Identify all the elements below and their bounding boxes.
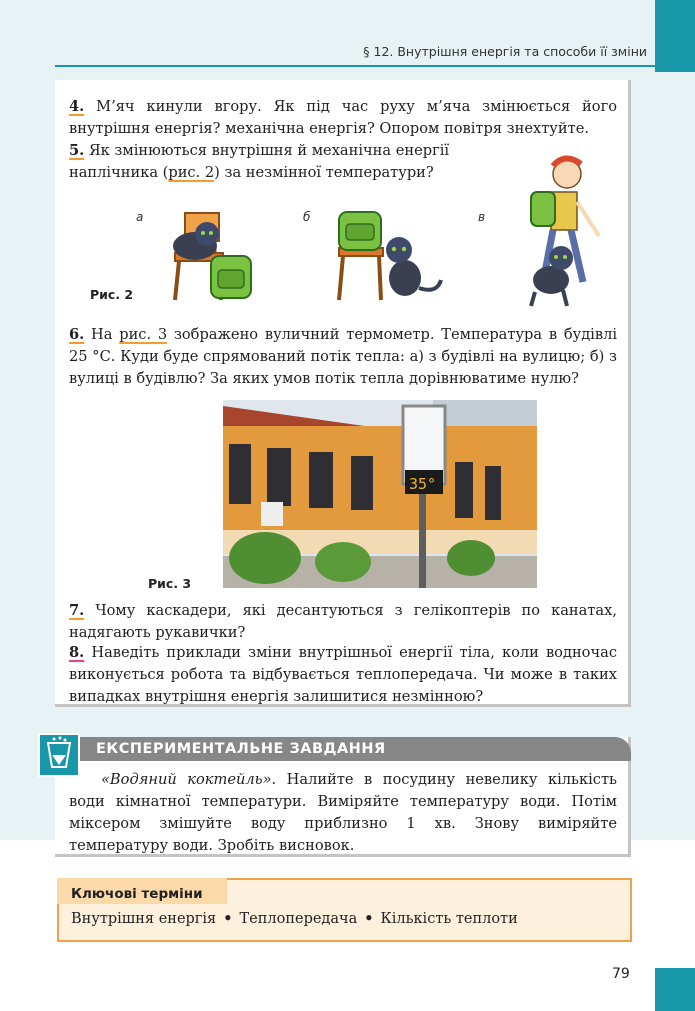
figure2b-illustration	[333, 208, 448, 303]
task-8	[69, 642, 617, 708]
backpack-icon	[339, 212, 381, 250]
key-term: Теплопередача	[239, 911, 358, 927]
figure2-caption: Рис. 2	[90, 287, 134, 302]
task-text: Чому каскадери, які десантуються з гелікоптерів по канатах, надягають рукавички?	[69, 602, 618, 641]
task-text: Наведіть приклади зміни внутрішньої енергії тіла, коли водночас виконується робота та відбувається теплопередача. Чи може в таких випадках внутрішня енергія залишитися незмінною?	[69, 644, 617, 705]
corner-tab-bottom	[655, 968, 695, 1011]
key-term: Кількість теплоти	[380, 911, 518, 927]
experiment-text	[69, 769, 617, 857]
term-separator: •	[223, 910, 233, 927]
figure-reference[interactable]: рис. 2	[168, 164, 215, 181]
key-terms-title: Ключові терміни	[71, 886, 203, 902]
page-number: 79	[612, 966, 630, 982]
figure2-label-c: в	[478, 210, 486, 224]
task-5	[69, 140, 499, 184]
task-number: 8.	[69, 644, 85, 661]
task-text-after: зображено вуличний термометр. Температура в будівлі 25 °С. Куди буде спрямований потік тепла: а) з будівлі на вулицю; б) з вулиці в будівлю? За яких умов потік тепла дорівнюватиме нулю?	[69, 326, 618, 387]
key-terms-list	[71, 910, 518, 927]
figure2c-illustration	[505, 152, 603, 308]
task-4	[69, 96, 617, 140]
cat-icon	[386, 237, 441, 296]
cat-icon	[531, 246, 573, 306]
figure2-label-a: а	[136, 210, 144, 224]
task-text: М’яч кинули вгору. Як під час руху м’яча змінюється його внутрішня енергія? механічна енергія? Опором повітря знехтуйте.	[69, 98, 617, 137]
term-separator: •	[364, 910, 374, 927]
experiment-title: ЕКСПЕРИМЕНТАЛЬНЕ ЗАВДАННЯ	[96, 741, 386, 757]
experiment-instructions: . Налийте в посудину невелику кількість води кімнатної температури. Виміряйте температуру води. Потім міксером змішуйте воду приблизно 1 хв. Знову виміряйте температуру води. Зробіть висновок.	[69, 771, 617, 854]
task-text-before: На	[91, 326, 120, 343]
task-7	[69, 600, 617, 644]
backpack-icon	[211, 256, 251, 298]
task-6	[69, 324, 617, 390]
key-term: Внутрішня енергія	[71, 911, 217, 927]
task-text-after: ) за незмінної температури?	[214, 164, 434, 181]
task-text-before: Як змінюються внутрішня й механічна енергії наплічника (	[69, 142, 450, 181]
task-number: 6.	[69, 326, 85, 343]
thermometer-display: 35°	[409, 475, 437, 493]
chair-icon	[339, 248, 383, 300]
section-title: § 12. Внутрішня енергія та способи її зміни	[363, 44, 647, 59]
task-number: 4.	[69, 98, 85, 115]
figure3-photo	[223, 400, 537, 588]
task-number: 5.	[69, 142, 85, 159]
header-rule-right	[655, 60, 695, 62]
header-rule	[55, 65, 655, 67]
task-number: 7.	[69, 602, 85, 619]
figure-reference[interactable]: рис. 3	[119, 326, 168, 343]
figure2-label-b: б	[303, 210, 311, 224]
figure2a-illustration	[165, 208, 260, 303]
backpack-icon	[531, 192, 555, 226]
figure3-caption: Рис. 3	[148, 576, 192, 591]
experiment-name: «Водяний коктейль»	[101, 771, 272, 788]
